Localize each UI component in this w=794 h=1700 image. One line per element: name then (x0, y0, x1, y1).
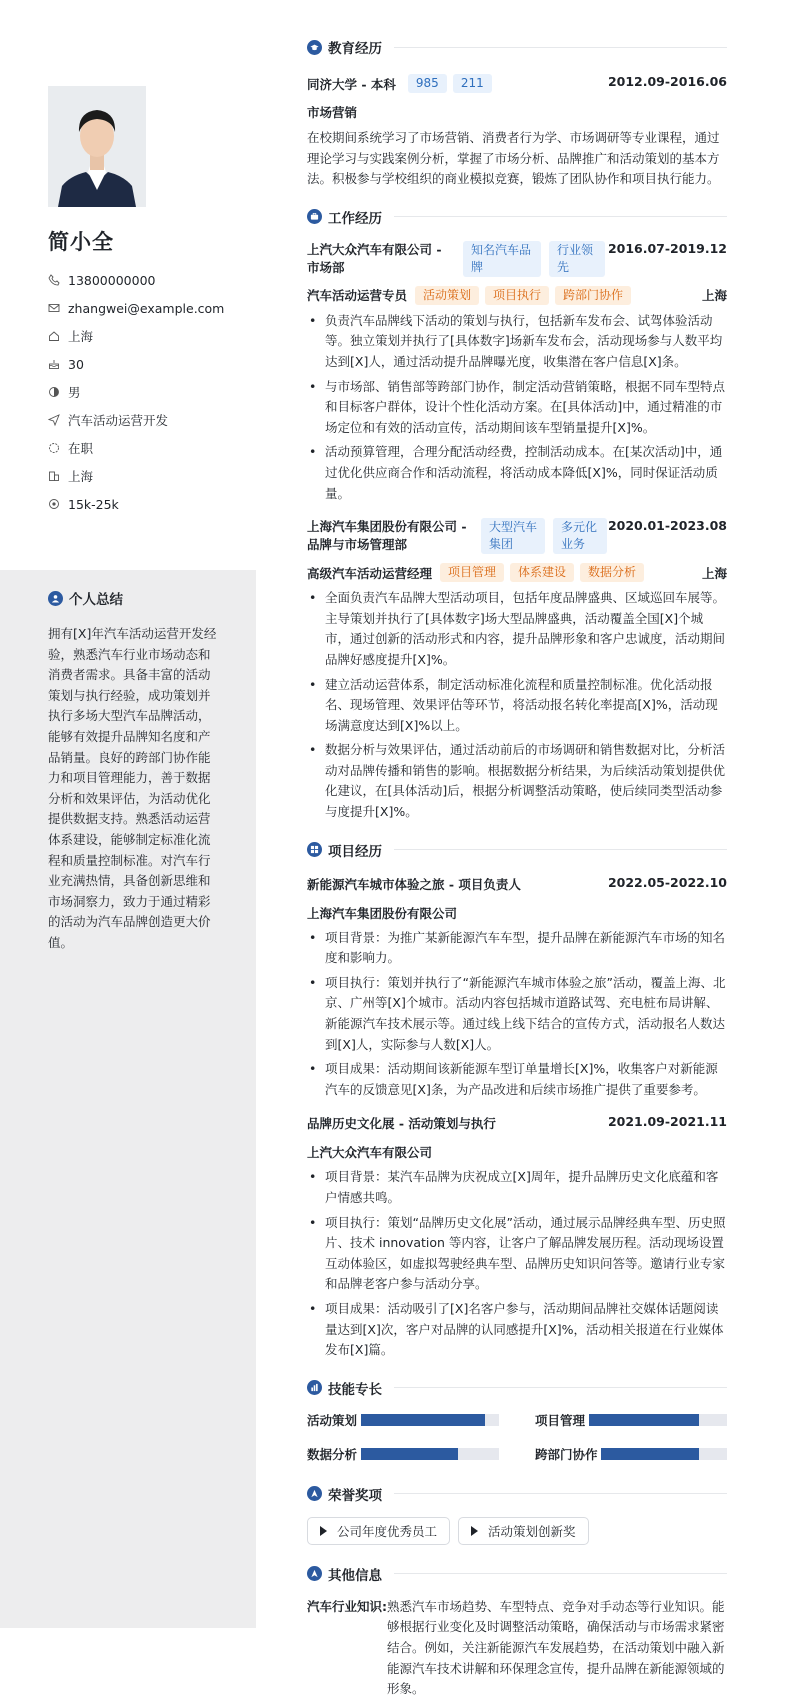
job-header-row (307, 518, 727, 554)
divider (394, 849, 727, 850)
skill-item (535, 1411, 727, 1429)
award-label: 活动策划创新奖 (488, 1523, 576, 1539)
job-bullet: • 与市场部、销售部等跨部门协作，制定活动营销策略，根据不同车型特点和目标客户群体，设计个性化活动方案。在[具体活动]中，通过精准的市场定位和有效的活动宣传，活动期间该车型销量提升[X]%。 (307, 377, 727, 439)
target-position-row (48, 406, 248, 434)
left-sidebar (0, 0, 256, 1628)
job-company: 上汽大众汽车有限公司 - 市场部 (307, 241, 442, 275)
skills-heading (307, 1379, 727, 1397)
phone-row (48, 266, 248, 294)
project-bullet: • 项目成果：活动期间该新能源车型订单量增长[X]%，收集客户对新能源汽车的反馈意见[X]条，为产品改进和后续市场推广提供了重要参考。 (307, 1059, 727, 1100)
job-entry (307, 241, 727, 504)
other-section (307, 1565, 727, 1700)
project-entry (307, 875, 727, 1101)
candidate-name: 简小全 (48, 230, 114, 254)
project-name: 品牌历史文化展 - 活动策划与执行 (307, 1116, 496, 1132)
job-role: 高级汽车活动运营经理 (307, 565, 433, 581)
skill-bar (361, 1414, 499, 1426)
job-company-group (307, 518, 607, 554)
status-text: 在职 (68, 441, 94, 456)
target-city-row (48, 462, 248, 490)
skills-section (307, 1379, 727, 1463)
info-icon (307, 1566, 322, 1581)
skill-label: 项目管理 (535, 1412, 586, 1428)
awards-heading (307, 1485, 727, 1503)
play-icon (320, 1526, 327, 1536)
skill-tag: 体系建设 (510, 563, 574, 582)
projects-heading (307, 841, 727, 859)
job-role: 汽车活动运营专员 (307, 288, 408, 304)
project-bullet: • 项目成果：活动吸引了[X]名客户参与，活动期间品牌社交媒体话题阅读量达到[X]次，客户对品牌的认同感提升[X]%，活动相关报道在行业媒体发布[X]篇。 (307, 1299, 727, 1361)
skill-item (307, 1411, 499, 1429)
grid-icon (307, 842, 322, 857)
awards-section (307, 1485, 727, 1545)
gender-icon (48, 386, 60, 398)
job-tag: 大型汽车集团 (481, 518, 545, 554)
skills-grid (307, 1411, 727, 1463)
main-content (307, 38, 727, 1700)
job-tag: 知名汽车品牌 (463, 241, 541, 277)
award-item (307, 1517, 450, 1545)
awards-title: 荣誉奖项 (328, 1487, 382, 1504)
briefcase-icon (307, 209, 322, 224)
skill-label: 跨部门协作 (535, 1446, 598, 1462)
job-period: 2020.01-2023.08 (607, 518, 727, 534)
projects-section (307, 841, 727, 1361)
mail-icon (48, 302, 60, 314)
job-role-group (307, 563, 644, 582)
project-bullet: • 项目背景：某汽车品牌为庆祝成立[X]周年，提升品牌历史文化底蕴和客户情感共鸣。 (307, 1167, 727, 1208)
salary-text: 15k-25k (68, 496, 119, 512)
education-header-row (307, 74, 727, 93)
job-bullet: • 建立活动运营体系，制定活动标准化流程和质量控制标准。优化活动报名、现场管理、效果评估等环节，将活动报名转化率提高[X]%，活动现场满意度达到[X]%以上。 (307, 675, 727, 737)
cake-icon (48, 358, 60, 370)
other-title: 其他信息 (328, 1567, 382, 1584)
award-label: 公司年度优秀员工 (337, 1523, 438, 1539)
education-section (307, 38, 727, 190)
job-bullets (307, 588, 727, 823)
job-bullet: • 负责汽车品牌线下活动的策划与执行，包括新车发布会、试驾体验活动等。独立策划并执行了[具体数字]场新车发布会，活动现场参与人数平均达到[X]人，通过活动提升品牌曝光度，收集潜在客户信息[X]条。 (307, 311, 727, 373)
skill-bar-fill (601, 1448, 699, 1460)
other-heading (307, 1565, 727, 1583)
summary-title: 个人总结 (69, 592, 123, 608)
skill-bar-fill (361, 1448, 458, 1460)
project-bullet: • 项目执行：策划并执行了“新能源汽车城市体验之旅”活动，覆盖上海、北京、广州等[X]个城市。活动内容包括城市道路试驾、充电桩布局讲解、新能源汽车技术展示等。通过线上线下结合的宣传方式，活动报名人数达到[X]人，实际参与人数[X]人。 (307, 973, 727, 1055)
target-position-text: 汽车活动运营开发 (68, 413, 169, 428)
education-title: 教育经历 (328, 41, 382, 57)
email-text: zhangwei@example.com (68, 300, 225, 316)
project-bullet: • 项目背景：为推广某新能源汽车车型，提升品牌在新能源汽车市场的知名度和影响力。 (307, 928, 727, 969)
work-title: 工作经历 (328, 210, 382, 227)
skill-bar-fill (589, 1414, 699, 1426)
project-header-row (307, 875, 727, 893)
job-company: 上海汽车集团股份有限公司 - 品牌与市场管理部 (307, 519, 467, 553)
edu-tag: 211 (453, 74, 492, 93)
skill-bar (589, 1414, 727, 1426)
job-entry (307, 518, 727, 823)
target-city-text: 上海 (68, 469, 94, 484)
skill-label: 活动策划 (307, 1412, 358, 1428)
project-name: 新能源汽车城市体验之旅 - 项目负责人 (307, 876, 521, 892)
home-icon (48, 330, 60, 342)
coin-icon (48, 498, 60, 510)
divider (394, 1573, 727, 1574)
work-section (307, 208, 727, 823)
skill-tag: 活动策划 (415, 286, 479, 305)
major: 市场营销 (307, 105, 358, 120)
chart-icon (307, 1380, 322, 1395)
divider (394, 1387, 727, 1388)
status-row (48, 434, 248, 462)
project-period: 2022.05-2022.10 (607, 874, 727, 890)
phone-icon (48, 274, 60, 286)
skill-tag: 项目执行 (485, 286, 549, 305)
location-row (48, 322, 248, 350)
summary-heading (48, 588, 218, 608)
age-row (48, 350, 248, 378)
job-tag: 行业领先 (549, 241, 605, 277)
skill-bar (361, 1448, 499, 1460)
user-icon (48, 591, 63, 606)
education-period: 2012.09-2016.06 (607, 74, 727, 89)
other-text: 熟悉汽车市场趋势、车型特点、竞争对手动态等行业知识。能够根据行业变化及时调整活动策略，确保活动与市场需求紧密结合。例如，关注新能源汽车发展趋势，在活动策划中融入新能源汽车技术讲解和环保理念宣传，提升品牌在新能源领域的形象。 (387, 1598, 725, 1697)
other-label: 汽车行业知识: (307, 1598, 387, 1614)
job-period: 2016.07-2019.12 (607, 240, 727, 256)
job-bullets (307, 311, 727, 504)
contact-info-list (48, 266, 248, 518)
project-header-row (307, 1114, 727, 1132)
project-bullets (307, 1167, 727, 1360)
divider (394, 47, 727, 48)
education-school-group (307, 74, 492, 93)
skill-tag: 数据分析 (580, 563, 644, 582)
email-row (48, 294, 248, 322)
job-tag: 多元化业务 (553, 518, 607, 554)
phone-text: 13800000000 (68, 272, 156, 288)
skill-bar-fill (361, 1414, 485, 1426)
job-header-row (307, 241, 727, 277)
education-heading (307, 38, 727, 56)
project-entry (307, 1114, 727, 1360)
projects-title: 项目经历 (328, 843, 382, 860)
divider (394, 216, 727, 217)
salary-row (48, 490, 248, 518)
project-org: 上海汽车集团股份有限公司 (307, 905, 458, 921)
award-icon (307, 1486, 322, 1501)
job-city: 上海 (701, 565, 727, 581)
summary-text: 拥有[X]年汽车活动运营开发经验，熟悉汽车行业市场动态和消费者需求。具备丰富的活动策划与执行经验，成功策划并执行多场大型汽车品牌活动，能够有效提升品牌知名度和产品销量。良好的跨部门协作能力和项目管理能力，善于数据分析和效果评估，为活动优化提供数据支持。熟悉活动运营体系建设，能够制定标准化流程和质量控制标准。对汽车行业充满热情，具备创新思维和市场洞察力，致力于通过精彩的活动为汽车品牌创造更大价值。 (48, 626, 217, 950)
play-icon (471, 1526, 478, 1536)
skill-tag: 跨部门协作 (555, 286, 631, 305)
work-heading (307, 208, 727, 226)
send-icon (48, 414, 60, 426)
location-text: 上海 (68, 329, 94, 344)
job-bullet: • 活动预算管理，合理分配活动经费，控制活动成本。在[某次活动]中，通过优化供应商合作和活动流程，将活动成本降低[X]%，同时保证活动质量。 (307, 442, 727, 504)
job-bullet: • 数据分析与效果评估，通过活动前后的市场调研和销售数据对比，分析活动对品牌传播和销售的影响。根据数据分析结果，为后续活动策划提供优化建议，在[具体活动]后，根据分析调整活动策略，使后续同类型活动参与度提升[X]%。 (307, 740, 727, 822)
project-bullets (307, 928, 727, 1101)
gender-row (48, 378, 248, 406)
building-icon (48, 470, 60, 482)
age-text: 30 (68, 356, 84, 372)
edu-tag: 985 (408, 74, 447, 93)
skill-tag: 项目管理 (440, 563, 504, 582)
status-icon (48, 442, 60, 454)
project-bullet: • 项目执行：策划“品牌历史文化展”活动，通过展示品牌经典车型、历史照片、技术 innovation 等内容，让客户了解品牌发展历程。活动现场设置互动体验区，如虚拟驾驶经典车型、品牌历史知识问答等。邀请行业专家和品牌老客户参与活动分享。 (307, 1213, 727, 1295)
school-name: 同济大学 - 本科 (307, 76, 396, 92)
job-role-group (307, 286, 631, 305)
job-company-group (307, 241, 605, 277)
graduation-cap-icon (307, 40, 322, 55)
other-row (307, 1597, 727, 1700)
avatar-portrait-icon (48, 86, 146, 207)
project-org: 上汽大众汽车有限公司 (307, 1145, 433, 1161)
gender-text: 男 (68, 385, 81, 400)
divider (394, 1493, 727, 1494)
job-role-row (307, 286, 727, 305)
skill-label: 数据分析 (307, 1446, 358, 1462)
skill-bar (601, 1448, 727, 1460)
job-role-row (307, 563, 727, 582)
skill-item (535, 1445, 727, 1463)
summary-section (48, 588, 218, 954)
skill-item (307, 1445, 499, 1463)
job-bullet: • 全面负责汽车品牌大型活动项目，包括年度品牌盛典、区域巡回车展等。主导策划并执行了[具体数字]场大型品牌盛典，活动覆盖全国[X]个城市，通过创新的活动形式和内容，提升品牌形象和客户忠诚度，活动期间品牌好感度提升[X]%。 (307, 588, 727, 670)
job-city: 上海 (701, 288, 727, 304)
award-item (458, 1517, 589, 1545)
project-period: 2021.09-2021.11 (607, 1114, 727, 1130)
awards-list (307, 1517, 727, 1545)
education-description: 在校期间系统学习了市场营销、消费者行为学、市场调研等专业课程，通过理论学习与实践案例分析，掌握了市场分析、品牌推广和活动策划的基本方法。积极参与学校组织的商业模拟竞赛，锻炼了团队协作和项目执行能力。 (307, 130, 720, 187)
skills-title: 技能专长 (328, 1381, 382, 1398)
avatar (48, 86, 146, 207)
